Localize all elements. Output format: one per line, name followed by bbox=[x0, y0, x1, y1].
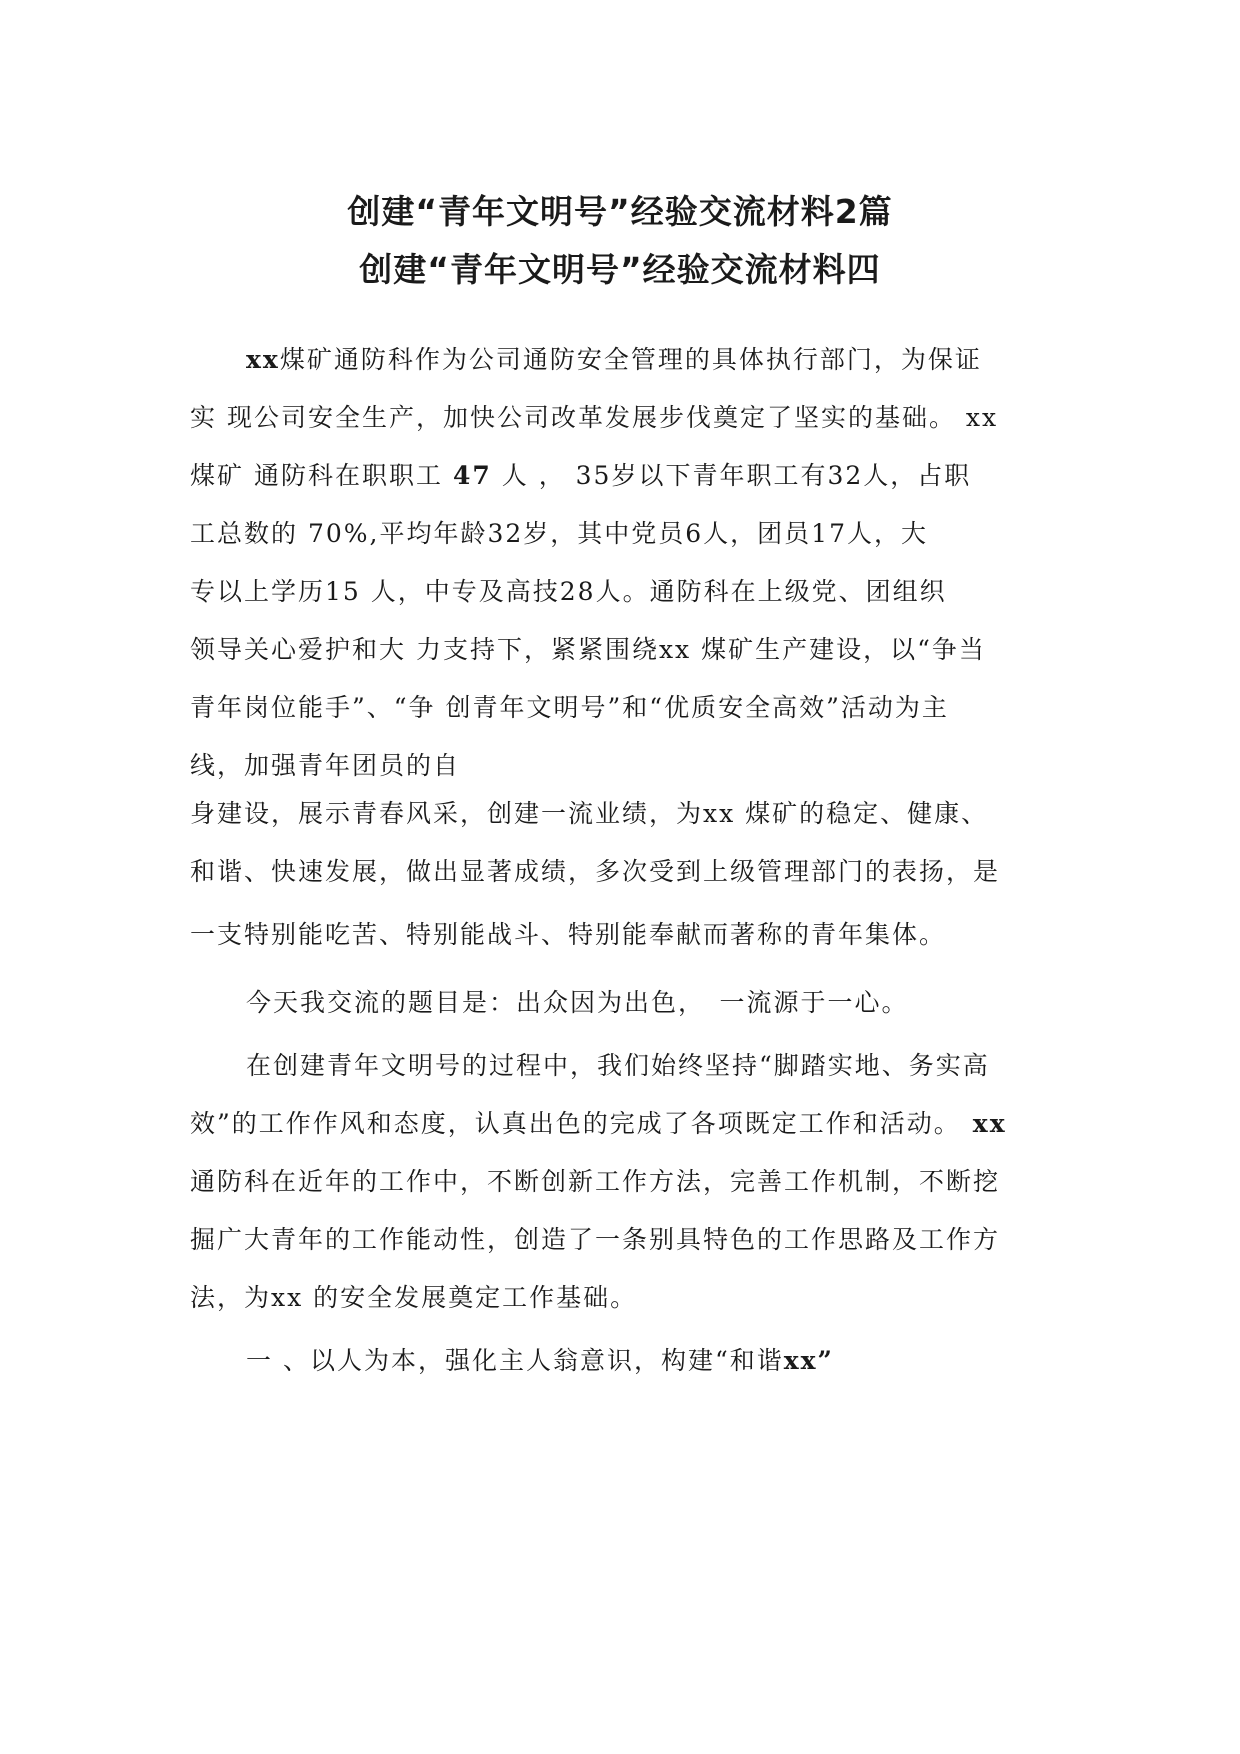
paragraph-text: 人 ， 35岁以下青年职工有32人，占职 bbox=[501, 461, 972, 490]
section-heading-1 bbox=[246, 1344, 834, 1378]
xx-placeholder: xx” bbox=[783, 1346, 834, 1375]
staff-count: 47 bbox=[452, 461, 492, 490]
paragraph-text: 煤矿 通防科在职职工 bbox=[190, 461, 443, 490]
paragraph-1-line-5: 专以上学历15 人，中专及高技28人。通防科在上级党、团组织 bbox=[190, 577, 947, 606]
paragraph-2: 今天我交流的题目是：出众因为出色， 一流源于一心。 bbox=[246, 988, 909, 1017]
paragraph-1-line-2: 实 现公司安全生产，加快公司改革发展步伐奠定了坚实的基础。 xx bbox=[190, 403, 999, 432]
paragraph-1-line-7: 青年岗位能手”、“争 创青年文明号”和“优质安全高效”活动为主 bbox=[190, 693, 949, 722]
paragraph-1-line-6: 领导关心爱护和大 力支持下，紧紧围绕xx 煤矿生产建设，以“争当 bbox=[190, 635, 986, 664]
paragraph-3-line-2 bbox=[190, 1107, 1007, 1141]
paragraph-3-line-4: 掘广大青年的工作能动性，创造了一条别具特色的工作思路及工作方 bbox=[190, 1225, 1001, 1254]
paragraph-3-line-5: 法，为xx 的安全发展奠定工作基础。 bbox=[190, 1283, 638, 1312]
paragraph-3-line-3: 通防科在近年的工作中，不断创新工作方法，完善工作机制，不断挖 bbox=[190, 1167, 1001, 1196]
paragraph-1-line-9: 身建设，展示青春风采，创建一流业绩，为xx 煤矿的稳定、健康、 bbox=[190, 799, 989, 828]
document-title: 创建“青年文明号”经验交流材料2篇 bbox=[347, 192, 893, 231]
paragraph-1-line-8: 线，加强青年团员的自 bbox=[190, 751, 461, 780]
paragraph-1-line-4: 工总数的 70%,平均年龄32岁，其中党员6人，团员17人，大 bbox=[190, 519, 928, 548]
paragraph-text: 煤矿通防科作为公司通防安全管理的具体执行部门，为保证 bbox=[279, 345, 982, 374]
paragraph-text: 效”的工作作风和态度，认真出色的完成了各项既定工作和活动。 bbox=[190, 1109, 961, 1138]
paragraph-3-line-1: 在创建青年文明号的过程中，我们始终坚持“脚踏实地、务实高 bbox=[246, 1051, 990, 1080]
paragraph-1-line-1 bbox=[246, 343, 982, 377]
paragraph-1-line-3 bbox=[190, 459, 971, 493]
paragraph-1-line-10: 和谐、快速发展，做出显著成绩，多次受到上级管理部门的表扬，是 bbox=[190, 857, 1001, 886]
document-subtitle: 创建“青年文明号”经验交流材料四 bbox=[359, 250, 881, 289]
section-heading-text: 一 、以人为本，强化主人翁意识，构建“和谐 bbox=[246, 1346, 784, 1375]
xx-placeholder: xx bbox=[246, 345, 280, 374]
paragraph-1-line-11: 一支特别能吃苦、特别能战斗、特别能奉献而著称的青年集体。 bbox=[190, 920, 947, 949]
xx-placeholder: xx bbox=[972, 1109, 1007, 1138]
